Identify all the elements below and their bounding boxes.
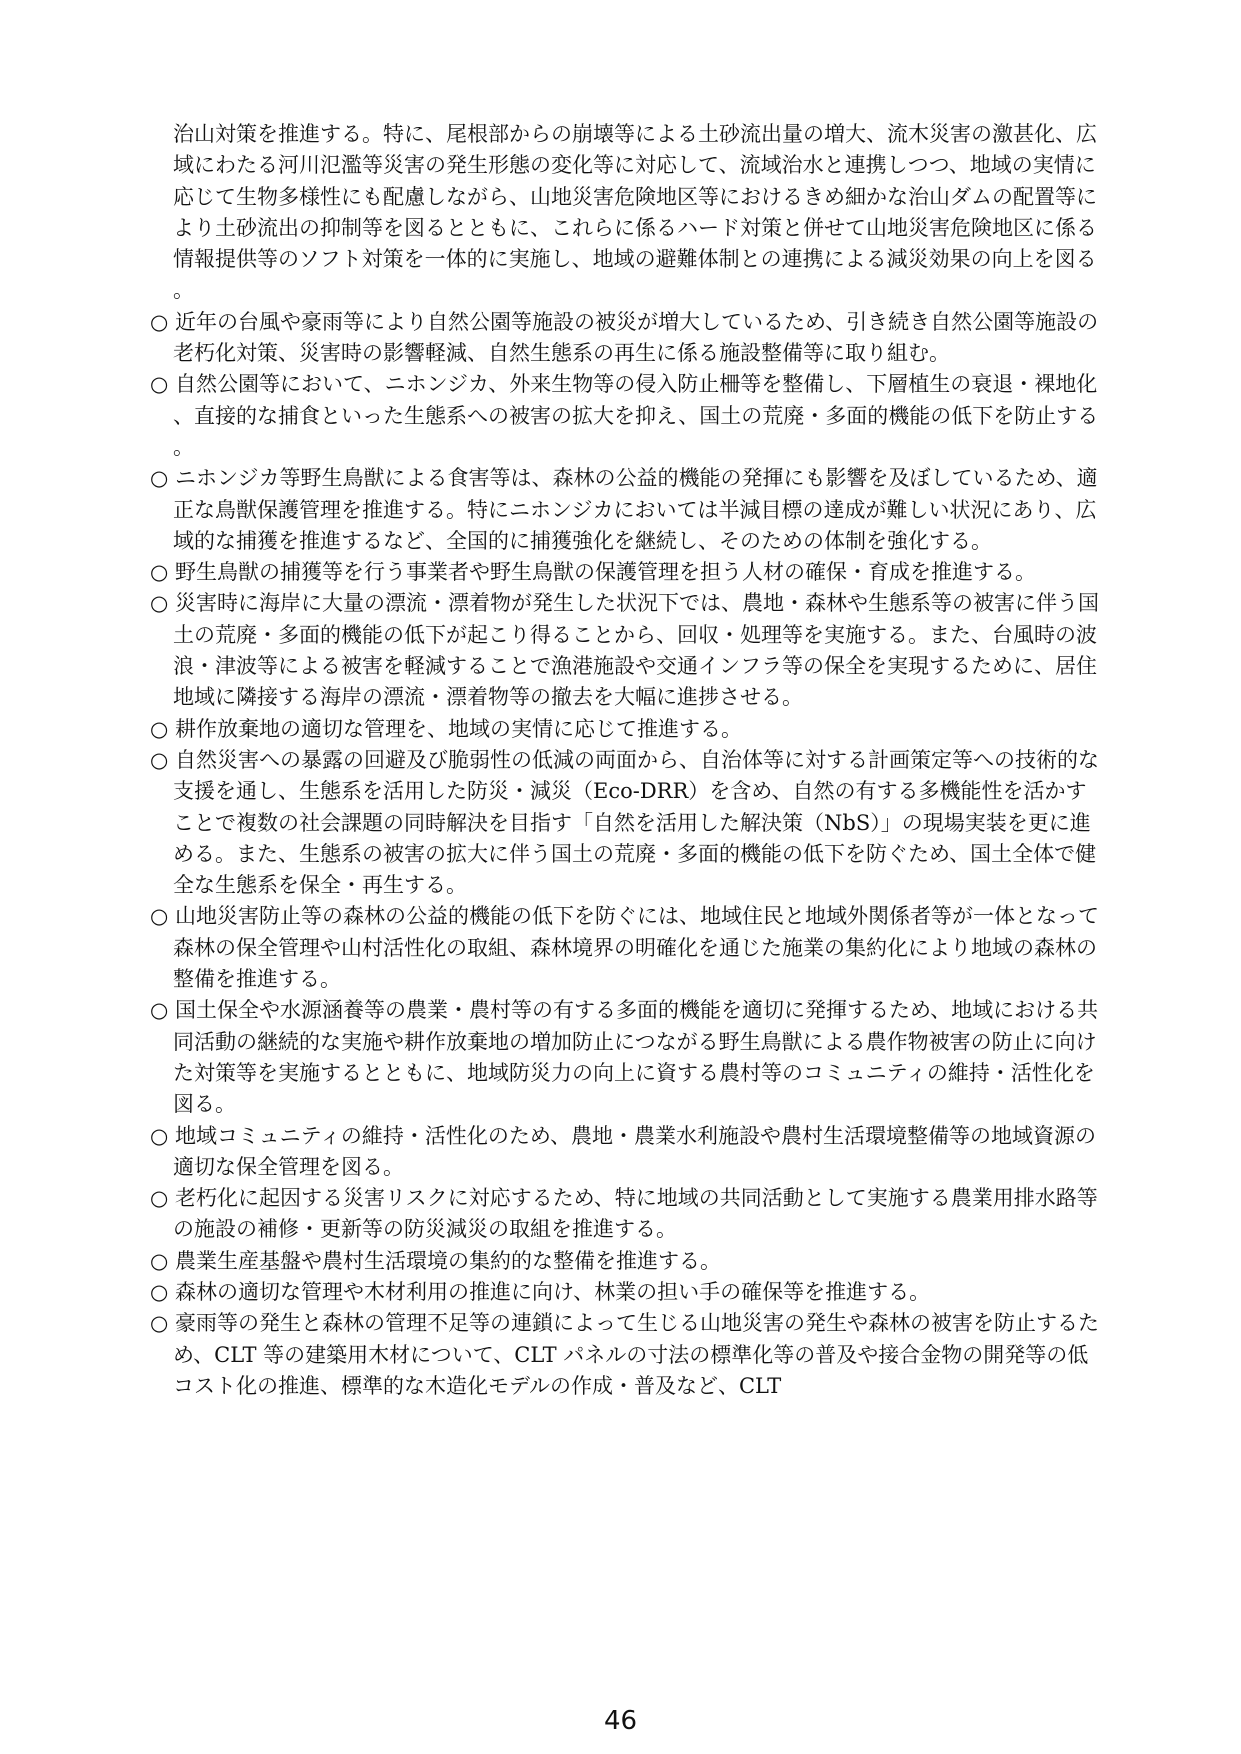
circle-bullet-icon: ○ — [150, 716, 169, 741]
list-item — [150, 369, 1100, 463]
list-item-text: 災害時に海岸に大量の漂流・漂着物が発生した状況下では、農地・森林や生態系等の被害に伴う国土の荒廃・多面的機能の低下が起こり得ることから、回収・処理等を実施する。また、台風時の波浪・津波等による被害を軽減することで漁港施設や交通インフラ等の保全を実現するために、居住地域に隣接する海岸の漂流・漂着物等の撤去を大幅に進捗させる。 — [173, 591, 1099, 710]
list-item — [150, 901, 1100, 995]
page-number: 46 — [603, 1706, 638, 1736]
list-item-text: 森林の適切な管理や木材利用の推進に向け、林業の担い手の確保等を推進する。 — [175, 1279, 931, 1304]
list-item-text: 国土保全や水源涵養等の農業・農村等の有する多面的機能を適切に発揮するため、地域における共同活動の継続的な実施や耕作放棄地の増加防止につながる野生鳥獣による農作物被害の防止に向けた対策等を実施するとともに、地域防災力の向上に資する農村等のコミュニティの維持・活性化を図る。 — [173, 998, 1099, 1117]
list-item — [150, 1246, 1100, 1277]
circle-bullet-icon: ○ — [150, 309, 169, 334]
list-item-text: 豪雨等の発生と森林の管理不足等の連鎖によって生じる山地災害の発生や森林の被害を防止するため、CLT 等の建築用木材について、CLT パネルの寸法の標準化等の普及や接合金物の開発等の低コスト化の推進、標準的な木造化モデルの作成・普及など、CLT — [173, 1311, 1099, 1398]
list-item — [150, 1308, 1100, 1402]
circle-bullet-icon: ○ — [150, 466, 169, 491]
list-item-text: 近年の台風や豪雨等により自然公園等施設の被災が増大しているため、引き続き自然公園等施設の老朽化対策、災害時の影響軽減、自然生態系の再生に係る施設整備等に取り組む。 — [173, 309, 1099, 366]
list-item-text: ニホンジカ等野生鳥獣による食害等は、森林の公益的機能の発揮にも影響を及ぼしているため、適正な鳥獣保護管理を推進する。特にニホンジカにおいては半減目標の達成が難しい状況にあり、広域的な捕獲を推進するなど、全国的に捕獲強化を継続し、そのための体制を強化する。 — [173, 466, 1098, 553]
list-item-text: 山地災害防止等の森林の公益的機能の低下を防ぐには、地域住民と地域外関係者等が一体となって森林の保全管理や山村活性化の取組、森林境界の明確化を通じた施業の集約化により地域の森林の整備を推進する。 — [173, 904, 1099, 992]
circle-bullet-icon: ○ — [150, 591, 169, 616]
circle-bullet-icon: ○ — [150, 747, 169, 772]
list-item-text: 地域コミュニティの維持・活性化のため、農地・農業水利施設や農村生活環境整備等の地域資源の適切な保全管理を図る。 — [173, 1123, 1097, 1179]
list-item-text: 農業生産基盤や農村生活環境の集約的な整備を推進する。 — [175, 1248, 721, 1273]
list-item — [150, 1183, 1100, 1246]
circle-bullet-icon: ○ — [150, 1311, 169, 1336]
list-item — [150, 1277, 1100, 1308]
circle-bullet-icon: ○ — [150, 372, 169, 397]
circle-bullet-icon: ○ — [150, 1123, 169, 1148]
circle-bullet-icon: ○ — [150, 560, 169, 585]
list-item-text: 野生鳥獣の捕獲等を行う事業者や野生鳥獣の保護管理を担う人材の確保・育成を推進する。 — [175, 560, 1036, 585]
circle-bullet-icon: ○ — [150, 1186, 169, 1211]
list-item-text: 老朽化に起因する災害リスクに対応するため、特に地域の共同活動として実施する農業用排水路等の施設の補修・更新等の防災減災の取組を推進する。 — [173, 1186, 1098, 1242]
list-item-text: 自然公園等において、ニホンジカ、外来生物等の侵入防止柵等を整備し、下層植生の衰退・裸地化、直接的な捕食といった生態系への被害の拡大を抑え、国土の荒廃・多面的機能の低下を防止する。 — [173, 372, 1099, 459]
circle-bullet-icon: ○ — [150, 1279, 169, 1304]
list-item — [150, 1121, 1100, 1184]
document-body — [150, 119, 1100, 1402]
list-item — [150, 714, 1100, 745]
circle-bullet-icon: ○ — [150, 998, 169, 1023]
list-item — [150, 745, 1100, 901]
list-item-text: 自然災害への暴露の回避及び脆弱性の低減の両面から、自治体等に対する計画策定等への技術的な支援を通し、生態系を活用した防災・減災（Eco-DRR）を含め、自然の有する多機能性を活かすことで複数の社会課題の同時解決を目指す「自然を活用した解決策（NbS）」の現場実装を更に進める。また、生態系の被害の拡大に伴う国土の荒廃・多面的機能の低下を防ぐため、国土全体で健全な生態系を保全・再生する。 — [173, 747, 1099, 898]
circle-bullet-icon: ○ — [150, 904, 169, 929]
list-item — [150, 307, 1100, 370]
list-item-text: 耕作放棄地の適切な管理を、地域の実情に応じて推進する。 — [175, 716, 742, 741]
list-item — [150, 463, 1100, 557]
circle-bullet-icon: ○ — [150, 1248, 169, 1273]
list-item — [150, 588, 1100, 713]
list-item — [150, 995, 1100, 1120]
list-item — [150, 557, 1100, 588]
continuation-paragraph: 治山対策を推進する。特に、尾根部からの崩壊等による土砂流出量の増大、流木災害の激甚化、広域にわたる河川氾濫等災害の発生形態の変化等に対応して、流域治水と連携しつつ、地域の実情に応じて生物多様性にも配慮しながら、山地災害危険地区等におけるきめ細かな治山ダムの配置等により土砂流出の抑制等を図るとともに、これらに係るハード対策と併せて山地災害危険地区に係る情報提供等のソフト対策を一体的に実施し、地域の避難体制との連携による減災効果の向上を図る。 — [173, 122, 1097, 303]
